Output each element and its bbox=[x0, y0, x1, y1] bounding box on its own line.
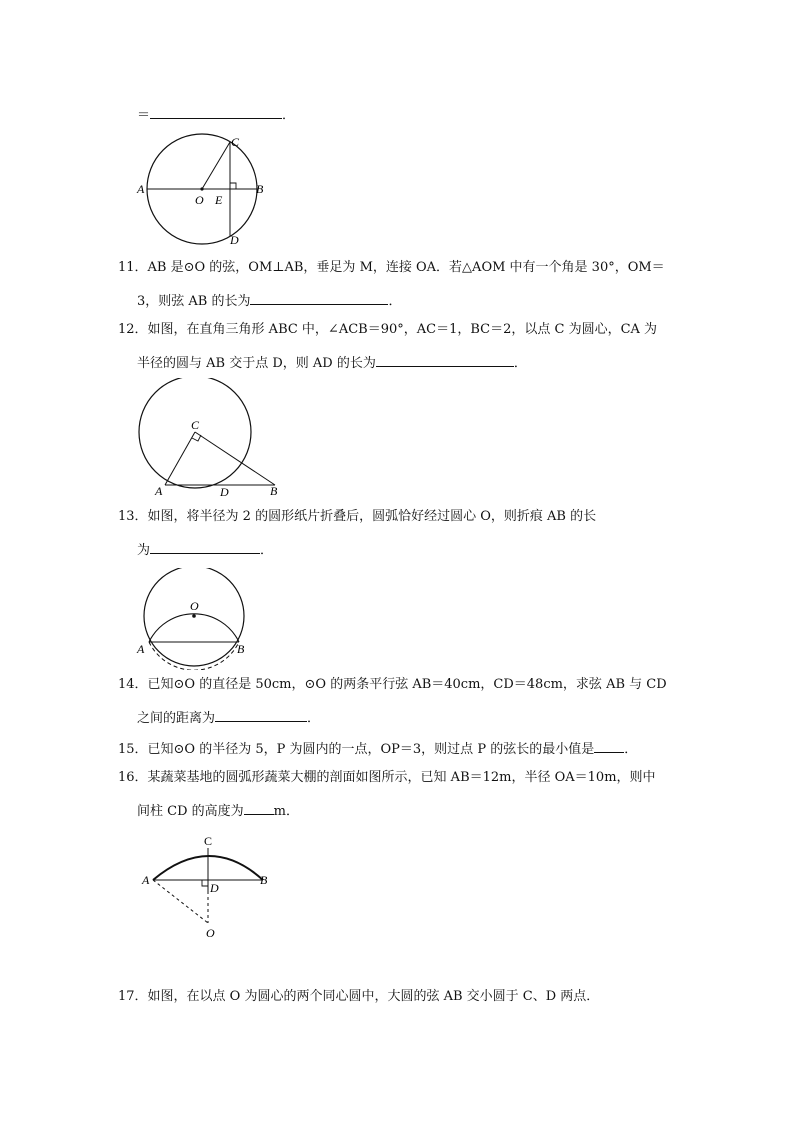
label-c: C bbox=[231, 135, 240, 149]
q16-line-2 bbox=[137, 800, 299, 821]
q11-text-1: 11．AB 是⊙O 的弦，OM⊥AB，垂足为 M，连接 OA．若△AOM 中有一个角是 30°，OM＝ bbox=[118, 260, 665, 275]
figure-q10 bbox=[135, 128, 270, 250]
label-o: O bbox=[190, 599, 199, 613]
q16-line-1 bbox=[118, 769, 656, 787]
right-angle-mark-d bbox=[202, 880, 208, 886]
q14-suffix: ． bbox=[307, 711, 321, 726]
label-a: A bbox=[137, 182, 145, 196]
q12-line-2 bbox=[137, 352, 527, 373]
q14-text-2: 之间的距离为 bbox=[137, 711, 216, 726]
figure-q12 bbox=[135, 378, 295, 500]
label-e: E bbox=[215, 193, 223, 207]
q11-line-2 bbox=[137, 290, 402, 311]
q15-line bbox=[118, 738, 637, 759]
q17-line bbox=[118, 988, 599, 1006]
right-angle-mark-e bbox=[230, 183, 236, 189]
dashed-ao bbox=[153, 880, 208, 923]
q15-text: 15．已知⊙O 的半径为 5，P 为圆内的一点，OP＝3，则过点 P 的弦长的最小值是 bbox=[118, 742, 595, 757]
label-b: B bbox=[260, 873, 268, 887]
q16-text-2: 间柱 CD 的高度为 bbox=[137, 804, 244, 819]
label-c: C bbox=[191, 418, 200, 432]
label-b: B bbox=[270, 484, 278, 498]
label-o: O bbox=[195, 193, 204, 207]
label-b: B bbox=[256, 182, 264, 196]
label-b: B bbox=[237, 642, 245, 656]
q13-text-1: 13．如图，将半径为 2 的圆形纸片折叠后，圆弧恰好经过圆心 O，则折痕 AB 的长 bbox=[118, 509, 597, 524]
label-d: D bbox=[220, 485, 229, 499]
label-d: D bbox=[210, 881, 219, 895]
q12-text-1: 12．如图，在直角三角形 ABC 中，∠ACB＝90°，AC＝1，BC＝2，以点 C 为圆心，CA 为 bbox=[118, 322, 658, 337]
crease-arc bbox=[149, 614, 239, 642]
q11-suffix: ． bbox=[388, 294, 402, 309]
q13-answer-blank[interactable] bbox=[150, 539, 260, 554]
q10-answer-blank[interactable] bbox=[150, 104, 282, 119]
q12-line-1 bbox=[118, 321, 657, 339]
q11-answer-blank[interactable] bbox=[250, 290, 388, 305]
q17-text: 17．如图，在以点 O 为圆心的两个同心圆中，大圆的弦 AB 交小圆于 C、D 两点． bbox=[118, 989, 600, 1004]
q12-suffix: ． bbox=[513, 356, 527, 371]
q14-answer-blank[interactable] bbox=[215, 707, 307, 722]
q13-line-2 bbox=[137, 539, 273, 560]
label-a: A bbox=[137, 642, 145, 656]
q13-suffix: ． bbox=[260, 543, 274, 558]
q14-text-1: 14．已知⊙O 的直径是 50cm，⊙O 的两条平行弦 AB＝40cm，CD＝48cm，求弦 AB 与 CD bbox=[118, 677, 667, 692]
q11-text-2: 3，则弦 AB 的长为 bbox=[137, 294, 251, 309]
label-o: O bbox=[206, 926, 215, 940]
q13-text-2: 为 bbox=[137, 543, 151, 558]
figure-q16 bbox=[138, 833, 278, 943]
q10-prefix: ＝ bbox=[137, 108, 151, 123]
q16-answer-blank[interactable] bbox=[244, 800, 274, 815]
q12-text-2: 半径的圆与 AB 交于点 D，则 AD 的长为 bbox=[137, 356, 376, 371]
q15-answer-blank[interactable] bbox=[594, 738, 624, 753]
center-dot-o bbox=[192, 614, 196, 618]
q10-answer-line bbox=[137, 104, 295, 125]
segment-cb bbox=[195, 432, 275, 485]
q10-suffix: ． bbox=[282, 108, 296, 123]
q16-suffix: m． bbox=[273, 804, 299, 819]
radius-oc bbox=[202, 142, 230, 189]
label-a: A bbox=[155, 484, 163, 498]
q11-line-1 bbox=[118, 259, 665, 277]
q16-text-1: 16．某蔬菜基地的圆弧形蔬菜大棚的剖面如图所示，已知 AB＝12m，半径 OA＝10m，则中 bbox=[118, 770, 656, 785]
q13-line-1 bbox=[118, 508, 596, 526]
q14-line-2 bbox=[137, 707, 320, 728]
center-dot-o bbox=[200, 187, 203, 190]
segment-ca bbox=[165, 432, 195, 485]
figure-q13 bbox=[133, 568, 258, 670]
q12-answer-blank[interactable] bbox=[376, 352, 514, 367]
q15-suffix: ． bbox=[624, 742, 638, 757]
label-a: A bbox=[142, 873, 150, 887]
label-d: D bbox=[230, 233, 239, 247]
q14-line-1 bbox=[118, 676, 667, 694]
label-c: C bbox=[204, 834, 213, 848]
